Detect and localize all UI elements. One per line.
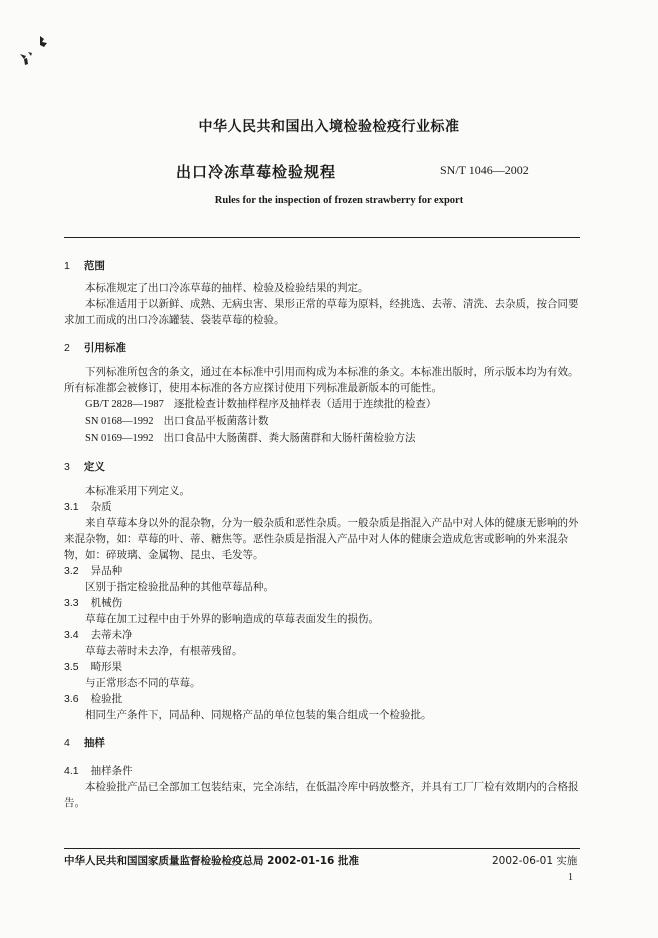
page-number: 1	[568, 872, 573, 883]
subsection-term: 机械伤	[90, 597, 123, 609]
paragraph: 下列标准所包含的条文，通过在本标准中引用而构成为本标准的条文。本标准出版时，所示版本均为有效。所有标准都会被修订，使用本标准的各方应探讨使用下列标准最新版本的可能性。	[64, 366, 579, 394]
section-number: 2	[64, 342, 70, 354]
section-number: 4	[64, 737, 70, 749]
subsection-number: 3.2	[64, 565, 79, 577]
section-title: 定义	[83, 461, 105, 473]
reference-name: 逐批检查计数抽样程序及抽样表（适用于连续批的检查）	[173, 398, 437, 410]
subsection-number: 3.6	[64, 693, 79, 705]
subsection-heading	[64, 659, 584, 675]
document-body	[64, 258, 584, 811]
paragraph: 本标准规定了出口冷冻草莓的抽样、检验及检验结果的判定。	[85, 282, 369, 294]
subsection-number: 3.4	[64, 629, 79, 641]
subsection-term: 抽样条件	[90, 765, 133, 777]
reference-item	[64, 413, 584, 430]
definition-text: 草莓在加工过程中由于外界的影响造成的草莓表面发生的损伤。	[85, 613, 379, 625]
english-title: Rules for the inspection of frozen strawberry for export	[214, 195, 464, 206]
footer-divider	[64, 848, 580, 849]
reference-code: SN 0169—1992	[85, 433, 154, 444]
section-title: 引用标准	[83, 342, 126, 354]
subsection-heading	[64, 627, 584, 643]
subsection-term: 杂质	[90, 501, 112, 513]
section-heading-scope	[64, 258, 584, 274]
reference-code: GB/T 2828—1987	[85, 399, 164, 410]
document-title: 出口冷冻草莓检验规程	[176, 163, 337, 181]
subsection-number: 3.3	[64, 597, 79, 609]
header-divider	[64, 237, 580, 238]
paragraph: 本标准采用下列定义。	[85, 485, 190, 497]
section-title: 范围	[83, 260, 105, 272]
paragraph: 本标准适用于以新鲜、成熟、无病虫害、果形正常的草莓为原料，经挑选、去蒂、清洗、去杂质，按合同要求加工而成的出口冷冻罐装、袋装草莓的检验。	[64, 298, 579, 326]
subsection-number: 4.1	[64, 765, 79, 777]
standard-number: SN/T 1046—2002	[440, 163, 529, 177]
implementation-date: 2002-06-01 实施	[492, 855, 578, 867]
subsection-heading	[64, 563, 584, 579]
definition-text: 区别于指定检验批品种的其他草莓品种。	[85, 581, 274, 593]
section-number: 1	[64, 260, 70, 272]
subsection-heading	[64, 763, 584, 779]
definition-text: 草莓去蒂时未去净，有根蒂残留。	[85, 645, 243, 657]
section-heading-definitions	[64, 459, 584, 475]
subsection-term: 去蒂未净	[90, 629, 133, 641]
subsection-term: 检验批	[90, 693, 123, 705]
section-number: 3	[64, 461, 70, 473]
definition-text: 相同生产条件下，同品种、同规格产品的单位包装的集合组成一个检验批。	[85, 709, 432, 721]
subsection-number: 3.5	[64, 661, 79, 673]
section-heading-sampling	[64, 735, 584, 751]
reference-name: 出口食品中大肠菌群、粪大肠菌群和大肠杆菌检验方法	[163, 432, 416, 444]
subsection-heading	[64, 595, 584, 611]
approval-line: 中华人民共和国国家质量监督检验检疫总局 2002-01-16 批准	[64, 855, 359, 867]
scan-speck-mark	[14, 32, 60, 72]
subsection-number: 3.1	[64, 501, 79, 513]
definition-text: 本检验批产品已全部加工包装结束，完全冻结，在低温冷库中码放整齐，并具有工厂厂检有效期内的合格报告。	[64, 781, 579, 809]
reference-item	[64, 430, 584, 447]
subsection-term: 畸形果	[90, 661, 123, 673]
reference-item	[64, 396, 584, 413]
subsection-term: 异品种	[90, 565, 123, 577]
subsection-heading	[64, 691, 584, 707]
section-title: 抽样	[83, 737, 105, 749]
section-heading-references	[64, 340, 584, 356]
definition-text: 与正常形态不同的草莓。	[85, 677, 201, 689]
reference-name: 出口食品平板菌落计数	[163, 415, 269, 427]
definition-text: 来自草莓本身以外的混杂物，分为一般杂质和恶性杂质。一般杂质是指混入产品中对人体的健康无影响的外来混杂物，如：草莓的叶、蒂、糖焦等。恶性杂质是指混入产品中对人体的健康会造成危害或影响的外来混杂物，如：碎玻璃、金属物、昆虫、毛发等。	[64, 517, 579, 561]
reference-code: SN 0168—1992	[85, 416, 154, 427]
issuer-standard-type: 中华人民共和国出入境检验检疫行业标准	[198, 119, 460, 135]
subsection-heading	[64, 499, 584, 515]
